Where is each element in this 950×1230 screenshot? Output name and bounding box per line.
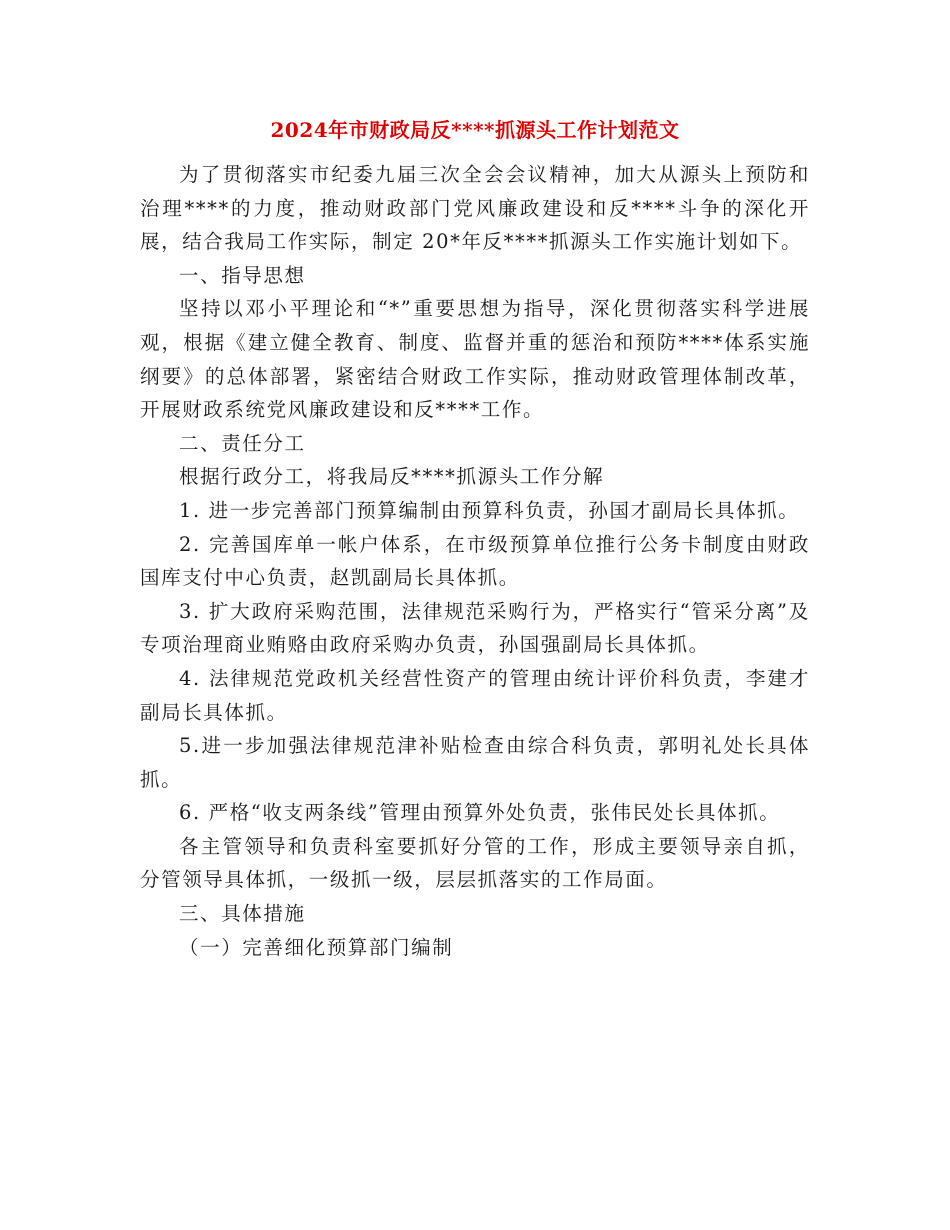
- responsibility-item-1: 1. 进一步完善部门预算编制由预算科负责，孙国才副局长具体抓。: [179, 498, 800, 522]
- intro-paragraph: 为了贯彻落实市纪委九届三次全会会议精神，加大从源头上预防和治理****的力度，推动财政部门党风廉政建设和反****斗争的深化开展，结合我局工作实际，制定 20*年反****抓源头工作实施计划如下。: [140, 163, 810, 254]
- responsibility-intro-paragraph: 根据行政分工，将我局反****抓源头工作分解: [179, 465, 605, 489]
- responsibility-item-5: 5.进一步加强法律规范津补贴检查由综合科负责，郭明礼处长具体抓。: [140, 734, 810, 791]
- section-heading-measures: 三、具体措施: [179, 902, 306, 926]
- leadership-paragraph: 各主管领导和负责科室要抓好分管的工作，形成主要领导亲自抓，分管领导具体抓，一级抓一级，层层抓落实的工作局面。: [140, 834, 810, 892]
- document-title: 2024年市财政局反****抓源头工作计划范文: [270, 118, 680, 142]
- responsibility-item-2: 2. 完善国库单一帐户体系，在市级预算单位推行公务卡制度由财政国库支付中心负责，赵凯副局长具体抓。: [140, 532, 810, 590]
- responsibility-item-4: 4. 法律规范党政机关经营性资产的管理由统计评价科负责，李建才副局长具体抓。: [140, 666, 810, 724]
- section-heading-guiding-ideology: 一、指导思想: [179, 263, 306, 287]
- section-heading-responsibility: 二、责任分工: [179, 431, 306, 455]
- responsibility-item-3: 3. 扩大政府采购范围，法律规范采购行为，严格实行“管采分离”及专项治理商业贿赂由政府采购办负责，孙国强副局长具体抓。: [140, 599, 810, 657]
- responsibility-item-6: 6. 严格“收支两条线”管理由预算外处负责，张伟民处长具体抓。: [179, 801, 781, 825]
- guiding-ideology-paragraph: 坚持以邓小平理论和“*”重要思想为指导，深化贯彻落实科学进展观，根据《建立健全教育、制度、监督并重的惩治和预防****体系实施纲要》的总体部署，紧密结合财政工作实际，推动财政管理体制改革，开展财政系统党风廉政建设和反****工作。: [140, 297, 810, 422]
- subsection-heading-budget: （一）完善细化预算部门编制: [179, 935, 454, 959]
- document-body: [140, 158, 810, 964]
